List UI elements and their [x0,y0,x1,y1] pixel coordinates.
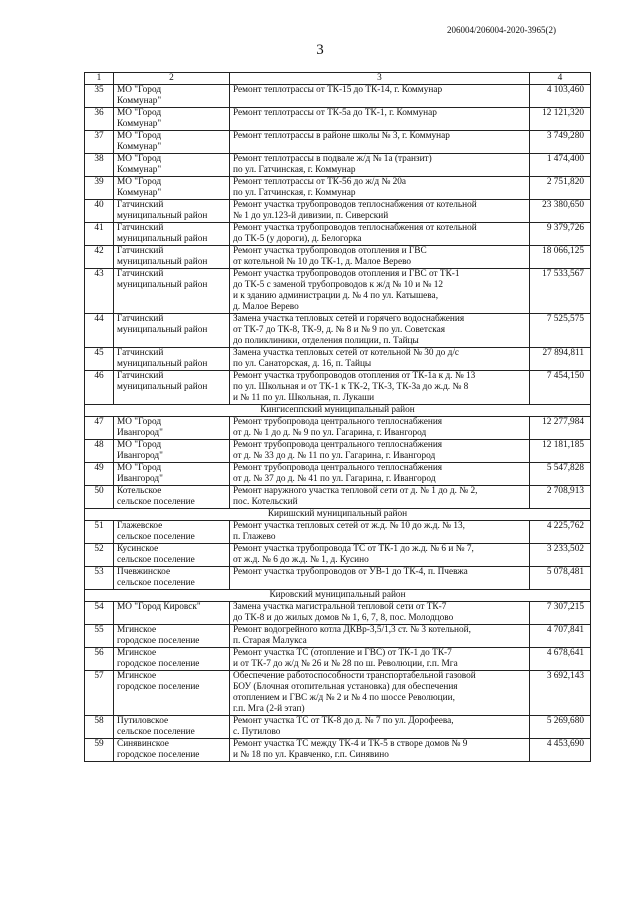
municipality-cell [114,85,230,108]
amount-cell: 5 269,680 [530,716,591,739]
municipality-cell [114,625,230,648]
municipality-cell [114,463,230,486]
amount-cell: 4 103,460 [530,85,591,108]
row-number: 52 [85,544,114,567]
municipality-cell [114,440,230,463]
municipality-cell [114,177,230,200]
work-description-cell [230,567,530,590]
municipality-line: Ивангород" [117,474,163,484]
row-number: 46 [85,371,114,405]
municipality-line: Ивангород" [117,451,163,461]
work-description-line: и к зданию администрации д. № 4 по ул. Катышева, [233,291,439,301]
amount-cell: 7 307,215 [530,602,591,625]
row-number: 39 [85,177,114,200]
municipality-line: МО "Город [117,440,162,450]
section-title: Кингисеппский муниципальный район [85,405,591,417]
work-description-cell [230,716,530,739]
work-description-line: до ТК-5 (у дороги), д. Белогорка [233,234,362,244]
municipality-line: Гатчинский [117,314,164,324]
work-description-line: по ул. Школьная и от ТК-1 к ТК-2, ТК-3, ТК-3а до ж.д. № 8 [233,382,469,392]
amount-cell: 5 547,828 [530,463,591,486]
row-number: 54 [85,602,114,625]
municipality-cell [114,246,230,269]
municipality-line: сельское поселение [117,532,195,542]
municipality-cell [114,417,230,440]
table-row [85,463,591,486]
amount-cell: 7 525,575 [530,314,591,348]
municipality-line: сельское поселение [117,497,195,507]
municipality-line: Гатчинский [117,246,164,256]
work-description-cell [230,739,530,762]
work-description-line: Ремонт теплотрассы в подвале ж/д № 1а (транзит) [233,154,432,164]
municipality-cell [114,154,230,177]
header-cell: 2 [114,73,230,85]
municipality-line: МО "Город [117,85,162,95]
amount-cell: 3 749,280 [530,131,591,154]
municipality-line: муниципальный район [117,382,208,392]
work-description-line: Замена участка магистральной тепловой сети от ТК-7 [233,602,447,612]
table-row [85,648,591,671]
table-row [85,269,591,314]
row-number: 47 [85,417,114,440]
table-row [85,348,591,371]
municipality-line: МО "Город [117,177,162,187]
work-description-cell [230,131,530,154]
table-row [85,177,591,200]
work-description-line: Ремонт участка ТС от ТК-8 до д. № 7 по ул. Дорофеева, [233,716,454,726]
work-description-line: Ремонт теплотрассы от ТК-15 до ТК-14, г. Коммунар [233,85,443,95]
amount-cell: 4 707,841 [530,625,591,648]
municipality-line: Глажевское [117,521,163,531]
work-description-line: г.п. Мга (2-й этап) [233,704,305,714]
work-description-line: Ремонт участка ТС между ТК-4 и ТК-5 в створе домов № 9 [233,739,468,749]
table-row [85,417,591,440]
work-description-line: от д. № 1 до д. № 9 по ул. Гагарина, г. Ивангород [233,428,427,438]
table-row [85,625,591,648]
municipality-line: Коммунар" [117,165,162,175]
work-description-line: Ремонт водогрейного котла ДКВр-3,5/1,3 ст. № 3 котельной, [233,625,471,635]
amount-cell: 3 692,143 [530,671,591,716]
section-row [85,509,591,521]
work-description-line: и № 18 по ул. Кравченко, г.п. Синявино [233,750,389,760]
amount-cell: 2 708,913 [530,486,591,509]
municipality-cell [114,716,230,739]
work-description-cell [230,544,530,567]
table-row [85,108,591,131]
work-description-line: Замена участка тепловых сетей от котельной № 30 до д/с [233,348,460,358]
table-row [85,440,591,463]
amount-cell: 4 225,762 [530,521,591,544]
amount-cell: 17 533,567 [530,269,591,314]
work-description-line: Ремонт участка тепловых сетей от ж.д. № 10 до ж.д. № 13, [233,521,465,531]
municipality-line: сельское поселение [117,578,195,588]
work-description-line: Ремонт теплотрассы в районе школы № 3, г. Коммунар [233,131,450,141]
work-description-cell [230,314,530,348]
table-row [85,567,591,590]
municipality-cell [114,371,230,405]
table-row [85,371,591,405]
work-description-line: Ремонт наружного участка тепловой сети от д. № 1 до д. № 2, [233,486,478,496]
work-description-cell [230,177,530,200]
work-description-line: от ТК-7 до ТК-8, ТК-9, д. № 8 и № 9 по ул. Советская [233,325,445,335]
work-description-cell [230,486,530,509]
municipality-line: городское поселение [117,659,200,669]
table-row [85,521,591,544]
municipality-line: Мгинское [117,671,157,681]
amount-cell: 12 121,320 [530,108,591,131]
table-row [85,200,591,223]
row-number: 59 [85,739,114,762]
row-number: 48 [85,440,114,463]
table-row [85,223,591,246]
work-description-line: Ремонт трубопровода центрального теплоснабжения [233,440,443,450]
work-description-cell [230,440,530,463]
municipality-line: муниципальный район [117,359,208,369]
work-description-cell [230,85,530,108]
municipality-cell [114,602,230,625]
work-description-cell [230,348,530,371]
row-number: 43 [85,269,114,314]
municipality-line: МО "Город [117,463,162,473]
row-number: 40 [85,200,114,223]
work-description-line: от ж.д. № 6 до ж.д. № 1, д. Кусино [233,555,369,565]
section-row [85,590,591,602]
municipality-cell [114,486,230,509]
municipality-line: Гатчинский [117,269,164,279]
municipality-cell [114,521,230,544]
work-description-cell [230,371,530,405]
section-row [85,405,591,417]
amount-cell: 3 233,502 [530,544,591,567]
municipality-line: Коммунар" [117,188,162,198]
work-description-line: по ул. Гатчинская, г. Коммунар [233,188,356,198]
municipality-line: сельское поселение [117,555,195,565]
row-number: 42 [85,246,114,269]
table-row [85,739,591,762]
work-description-line: п. Старая Малукса [233,636,307,646]
document-id: 206004/206004-2020-3965(2) [447,25,556,35]
work-description-cell [230,463,530,486]
municipality-line: муниципальный район [117,280,208,290]
table-row [85,716,591,739]
work-description-cell [230,625,530,648]
work-description-line: и от ТК-7 до ж/д № 26 и № 28 по ш. Революции, г.п. Мга [233,659,458,669]
row-number: 45 [85,348,114,371]
municipality-line: муниципальный район [117,325,208,335]
table-row [85,154,591,177]
municipality-line: Путиловское [117,716,169,726]
row-number: 58 [85,716,114,739]
work-description-line: Ремонт участка трубопроводов отопления от ТК-1а к д. № 13 [233,371,476,381]
municipality-line: Коммунар" [117,119,162,129]
work-description-line: до поликлиники, отделения полиции, п. Тайцы [233,336,419,346]
work-description-cell [230,246,530,269]
row-number: 55 [85,625,114,648]
work-description-cell [230,602,530,625]
works-table [84,72,591,762]
work-description-line: до ТК-8 и до жилых домов № 1, 6, 7, 8, пос. Молодцово [233,613,454,623]
work-description-cell [230,648,530,671]
amount-cell: 2 751,820 [530,177,591,200]
municipality-line: Гатчинский [117,371,164,381]
municipality-cell [114,223,230,246]
header-cell: 1 [85,73,114,85]
municipality-cell [114,671,230,716]
work-description-line: д. Малое Верево [233,302,299,312]
municipality-cell [114,348,230,371]
table-row [85,131,591,154]
work-description-cell [230,269,530,314]
work-description-line: Обеспечение работоспособности транспортабельной газовой [233,671,476,681]
amount-cell: 7 454,150 [530,371,591,405]
work-description-line: Ремонт участка трубопроводов от УВ-1 до ТК-4, п. Пчевжа [233,567,468,577]
work-description-line: отоплением и ГВС ж/д № 2 и № 4 по шоссе Революции, [233,693,455,703]
row-number: 37 [85,131,114,154]
municipality-cell [114,269,230,314]
table-row [85,544,591,567]
work-description-cell [230,200,530,223]
table-row [85,602,591,625]
row-number: 36 [85,108,114,131]
table-header-row [85,73,591,85]
row-number: 57 [85,671,114,716]
header-cell: 3 [230,73,530,85]
municipality-line: Мгинское [117,625,157,635]
municipality-line: городское поселение [117,636,200,646]
work-description-line: Ремонт участка трубопроводов отопления и ГВС от ТК-1 [233,269,460,279]
work-description-line: Ремонт трубопровода центрального теплоснабжения [233,417,443,427]
work-description-line: Ремонт участка трубопроводов теплоснабжения от котельной [233,223,477,233]
table-row [85,486,591,509]
row-number: 41 [85,223,114,246]
municipality-line: Ивангород" [117,428,163,438]
municipality-line: Котельское [117,486,162,496]
work-description-line: Ремонт трубопровода центрального теплоснабжения [233,463,443,473]
work-description-line: до ТК-5 с заменой трубопроводов к ж/д № 10 и № 12 [233,280,444,290]
municipality-cell [114,648,230,671]
municipality-line: городское поселение [117,682,200,692]
municipality-cell [114,131,230,154]
municipality-line: МО "Город [117,108,162,118]
municipality-line: МО "Город [117,154,162,164]
row-number: 51 [85,521,114,544]
municipality-line: Пчевжинское [117,567,171,577]
table-row [85,246,591,269]
work-description-line: № 1 до ул.123-й дивизии, п. Сиверский [233,211,389,221]
work-description-line: п. Глажево [233,532,276,542]
table-row [85,314,591,348]
municipality-line: МО "Город [117,131,162,141]
work-description-line: и № 11 по ул. Школьная, п. Лукаши [233,393,375,403]
work-description-line: с. Путилово [233,727,281,737]
row-number: 50 [85,486,114,509]
municipality-line: Кусинское [117,544,159,554]
municipality-line: муниципальный район [117,257,208,267]
table-row [85,85,591,108]
municipality-line: Коммунар" [117,142,162,152]
work-description-cell [230,108,530,131]
amount-cell: 4 453,690 [530,739,591,762]
amount-cell: 23 380,650 [530,200,591,223]
page-number: 3 [316,42,324,58]
amount-cell: 27 894,811 [530,348,591,371]
header-cell: 4 [530,73,591,85]
section-title: Киришский муниципальный район [85,509,591,521]
work-description-line: от д. № 37 до д. № 41 по ул. Гагарина, г. Ивангород [233,474,436,484]
work-description-cell [230,671,530,716]
work-description-line: Ремонт участка ТС (отопление и ГВС) от ТК-1 до ТК-7 [233,648,452,658]
municipality-cell [114,544,230,567]
amount-cell: 12 277,984 [530,417,591,440]
work-description-cell [230,223,530,246]
municipality-line: Синявинское [117,739,169,749]
amount-cell: 18 066,125 [530,246,591,269]
municipality-cell [114,739,230,762]
work-description-line: Ремонт теплотрассы от ТК-56 до ж/д № 20а [233,177,407,187]
municipality-line: Гатчинский [117,200,164,210]
municipality-cell [114,567,230,590]
work-description-line: Замена участка тепловых сетей и горячего водоснабжения [233,314,465,324]
work-description-line: по ул. Санаторская, д. 16, п. Тайцы [233,359,372,369]
municipality-line: МО "Город Кировск" [117,602,201,612]
row-number: 56 [85,648,114,671]
amount-cell: 4 678,641 [530,648,591,671]
amount-cell: 12 181,185 [530,440,591,463]
amount-cell: 5 078,481 [530,567,591,590]
work-description-line: Ремонт участка трубопроводов отопления и ГВС [233,246,427,256]
municipality-cell [114,200,230,223]
work-description-cell [230,154,530,177]
municipality-line: Гатчинский [117,348,164,358]
work-description-line: БОУ (Блочная отопительная установка) для обеспечения [233,682,458,692]
work-description-line: по ул. Гатчинская, г. Коммунар [233,165,356,175]
row-number: 35 [85,85,114,108]
municipality-line: муниципальный район [117,211,208,221]
work-description-line: пос. Котельский [233,497,298,507]
row-number: 44 [85,314,114,348]
municipality-line: МО "Город [117,417,162,427]
municipality-line: Коммунар" [117,96,162,106]
row-number: 38 [85,154,114,177]
table-row [85,671,591,716]
work-description-line: от д. № 33 до д. № 11 по ул. Гагарина, г. Ивангород [233,451,436,461]
work-description-line: Ремонт участка трубопроводов теплоснабжения от котельной [233,200,477,210]
section-title: Кировский муниципальный район [85,590,591,602]
work-description-line: Ремонт теплотрассы от ТК-5а до ТК-1, г. Коммунар [233,108,437,118]
municipality-line: Гатчинский [117,223,164,233]
row-number: 49 [85,463,114,486]
work-description-line: от котельной № 10 до ТК-1, д. Малое Верево [233,257,412,267]
amount-cell: 1 474,400 [530,154,591,177]
work-description-line: Ремонт участка трубопровода ТС от ТК-1 до ж.д. № 6 и № 7, [233,544,474,554]
municipality-cell [114,314,230,348]
amount-cell: 9 379,726 [530,223,591,246]
row-number: 53 [85,567,114,590]
municipality-line: городское поселение [117,750,200,760]
municipality-line: Мгинское [117,648,157,658]
work-description-cell [230,417,530,440]
work-description-cell [230,521,530,544]
municipality-cell [114,108,230,131]
municipality-line: сельское поселение [117,727,195,737]
municipality-line: муниципальный район [117,234,208,244]
